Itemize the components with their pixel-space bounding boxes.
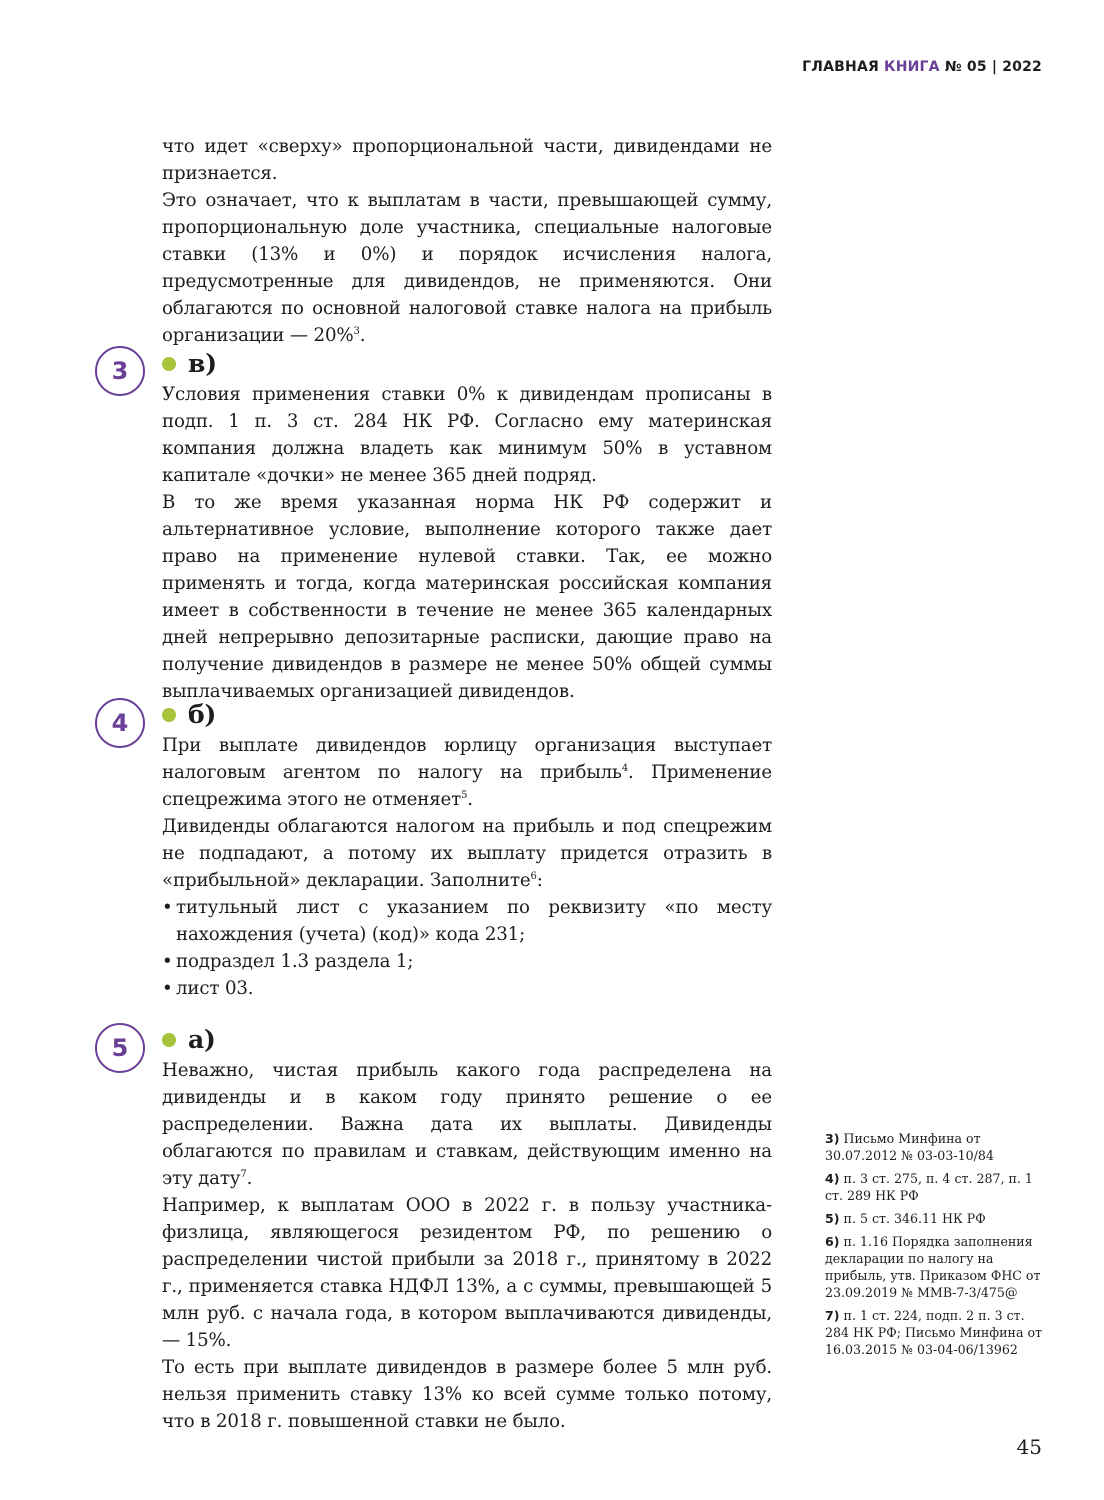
footnote-number: 7)	[825, 1308, 840, 1323]
footnote-ref: 3	[353, 325, 360, 337]
bullet-dot-icon	[162, 357, 176, 371]
footnote-ref: 4	[621, 762, 629, 774]
answer-paragraph: При выплате дивидендов юрлицу организация выступает налоговым агентом по налогу на прибыль$^4$. Применение спецрежима этого не отменяет$^5$.	[162, 735, 772, 810]
issue-number: № 05 | 2022	[944, 59, 1042, 75]
footnote-number: 4)	[825, 1171, 840, 1186]
answer-heading	[162, 698, 772, 732]
running-header	[802, 59, 1042, 75]
answer-block-4	[162, 678, 772, 1002]
question-number-5: 5	[95, 1023, 145, 1073]
question-number-4: 4	[95, 698, 145, 748]
footnote-item: 6) п. 1.16 Порядка заполнения декларации по налогу на прибыль, утв. Приказом ФНС от 23.09.2019 № ММВ-7-3/475@	[825, 1234, 1041, 1300]
footnote-number: 3)	[825, 1131, 840, 1146]
answer-label: а)	[188, 1025, 216, 1054]
bullet-list	[162, 894, 772, 1002]
answer-heading	[162, 1023, 772, 1057]
footnote-number: 5)	[825, 1211, 840, 1226]
answer-paragraph: Неважно, чистая прибыль какого года распределена на дивиденды и в каком году принято решение о ее распределении. Важна дата их выплаты. Дивиденды облагаются по правилам и ставкам, действующим именно на эту дату$^7$.	[162, 1060, 772, 1189]
answer-block-5	[162, 1003, 772, 1435]
footnote-ref: 6	[530, 870, 537, 882]
footnote-item: 4) п. 3 ст. 275, п. 4 ст. 287, п. 1 ст. 289 НК РФ	[825, 1171, 1033, 1203]
footnotes	[825, 1130, 1050, 1364]
answer-block-3	[162, 327, 772, 705]
intro-paragraph-2: Это означает, что к выплатам в части, превышающей сумму, пропорциональную доле участника, специальные налоговые ставки (13% и 0%) и порядок исчисления налога, предусмотренные для дивидендов, не применяются. Они облагаются по основной налоговой ставке налога на прибыль организации — 20%$^3$.	[162, 190, 772, 346]
bullet-dot-icon	[162, 708, 176, 722]
brand-accent: КНИГА	[884, 59, 940, 75]
answer-paragraph: В то же время указанная норма НК РФ содержит и альтернативное условие, выполнение которого также дает право на применение нулевой ставки. Так, ее можно применять и тогда, когда материнская российская компания имеет в собственности в течение не менее 365 календарных дней непрерывно депозитарные расписки, дающие право на получение дивидендов в размере не менее 50% общей суммы выплачиваемых организацией дивидендов.	[162, 492, 772, 702]
page-number: 45	[1016, 1435, 1042, 1459]
brand-main: ГЛАВНАЯ	[802, 59, 879, 75]
intro-paragraph-1: что идет «сверху» пропорциональной части, дивидендами не признается.	[162, 136, 772, 184]
answer-paragraph: То есть при выплате дивидендов в размере более 5 млн руб. нельзя применить ставку 13% ко всей сумме только потому, что в 2018 г. повышенной ставки не было.	[162, 1357, 772, 1432]
list-item: • титульный лист с указанием по реквизиту «по месту нахождения (учета) (код)» кода 231;	[162, 894, 772, 948]
footnote-number: 6)	[825, 1234, 840, 1249]
answer-label: в)	[188, 349, 217, 378]
footnote-ref: 7	[240, 1168, 247, 1180]
footnote-ref: 5	[461, 789, 468, 801]
answer-paragraph: Дивиденды облагаются налогом на прибыль и под спецрежим не подпадают, а потому их выплату придется отразить в «прибыльной» декларации. Заполните$^6$:	[162, 816, 772, 891]
intro-block	[162, 133, 772, 349]
footnote-item: 7) п. 1 ст. 224, подп. 2 п. 3 ст. 284 НК РФ; Письмо Минфина от 16.03.2015 № 03-04-06/13962	[825, 1308, 1043, 1357]
footnote-item: 3) Письмо Минфина от 30.07.2012 № 03-03-10/84	[825, 1131, 994, 1163]
bullet-dot-icon	[162, 1033, 176, 1047]
answer-heading	[162, 347, 772, 381]
list-item: • лист 03.	[162, 975, 772, 1002]
list-item: • подраздел 1.3 раздела 1;	[162, 948, 772, 975]
footnote-item: 5) п. 5 ст. 346.11 НК РФ	[825, 1211, 986, 1226]
question-number-3: 3	[95, 346, 145, 396]
answer-paragraph: Например, к выплатам ООО в 2022 г. в пользу участника-физлица, являющегося резидентом РФ, по решению о распределении чистой прибыли за 2018 г., принятому в 2022 г., применяется ставка НДФЛ 13%, а с суммы, превышающей 5 млн руб. с начала года, в котором выплачиваются дивиденды, — 15%.	[162, 1195, 772, 1351]
answer-label: б)	[188, 700, 217, 729]
answer-paragraph: Условия применения ставки 0% к дивидендам прописаны в подп. 1 п. 3 ст. 284 НК РФ. Согласно ему материнская компания должна владеть как минимум 50% в уставном капитале «дочки» не менее 365 дней подряд.	[162, 384, 772, 486]
